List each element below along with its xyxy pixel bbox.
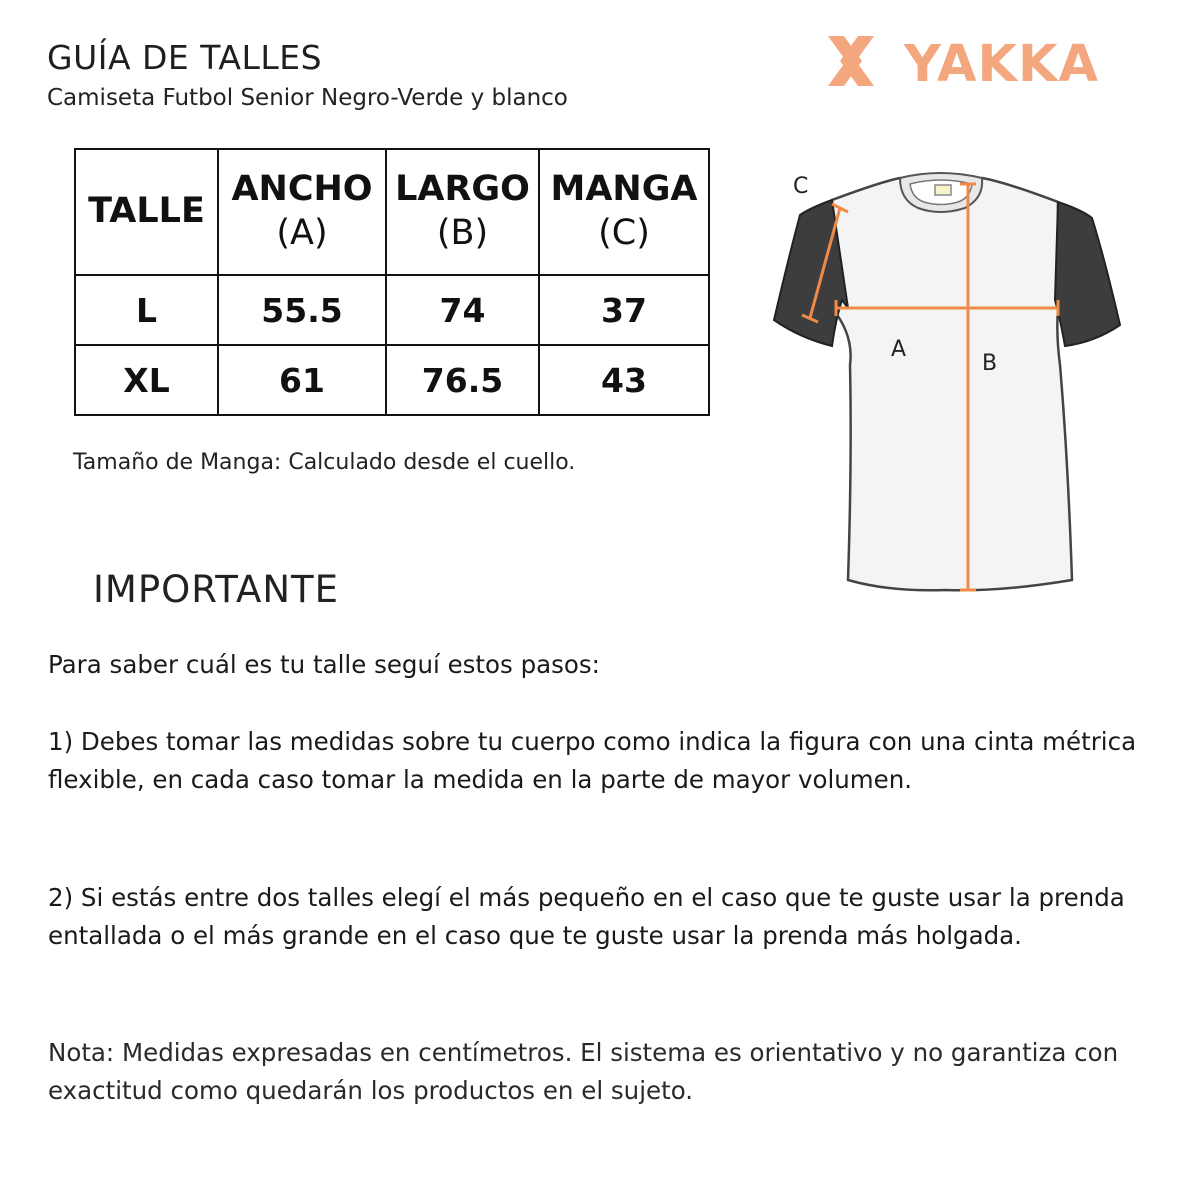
instructions-intro: Para saber cuál es tu talle seguí estos pasos: bbox=[48, 650, 600, 679]
size-table bbox=[74, 148, 710, 416]
size-table-header-row bbox=[75, 149, 709, 275]
sleeve-note: Tamaño de Manga: Calculado desde el cuello. bbox=[73, 450, 576, 475]
cell-ancho: 55.5 bbox=[218, 275, 386, 345]
product-subtitle: Camiseta Futbol Senior Negro-Verde y blanco bbox=[47, 85, 568, 111]
instruction-step-1: 1) Debes tomar las medidas sobre tu cuerpo como indica la figura con una cinta métrica flexible, en cada caso tomar la medida en la parte de mayor volumen. bbox=[48, 727, 1137, 794]
label-c: C bbox=[793, 174, 809, 199]
important-heading: IMPORTANTE bbox=[93, 568, 339, 611]
cell-largo: 74 bbox=[386, 275, 539, 345]
shirt-diagram bbox=[760, 160, 1140, 610]
header-ancho bbox=[218, 149, 386, 275]
cell-size: L bbox=[75, 275, 218, 345]
header-ancho-code: (A) bbox=[276, 213, 328, 253]
yakka-logo bbox=[828, 36, 1123, 86]
header-largo-code: (B) bbox=[436, 213, 489, 253]
cell-ancho: 61 bbox=[218, 345, 386, 415]
header-largo bbox=[386, 149, 539, 275]
header-talle-label: TALLE bbox=[88, 191, 205, 232]
right-sleeve bbox=[1055, 202, 1120, 346]
header-manga-label: MANGA bbox=[550, 169, 698, 210]
instruction-step-2: 2) Si estás entre dos talles elegí el más pequeño en el caso que te guste usar la prenda entallada o el más grande en el caso que te guste usar la prenda más holgada. bbox=[48, 883, 1125, 950]
cell-manga: 37 bbox=[539, 275, 709, 345]
shirt-body bbox=[832, 178, 1072, 590]
measurement-note: Nota: Medidas expresadas en centímetros. El sistema es orientativo y no garantiza con exactitud como quedarán los productos en el sujeto. bbox=[48, 1038, 1119, 1105]
header-ancho-label: ANCHO bbox=[231, 169, 373, 210]
header-largo-label: LARGO bbox=[395, 169, 530, 210]
table-row bbox=[75, 275, 709, 345]
brand-wordmark: YAKKA bbox=[904, 36, 1100, 86]
table-row bbox=[75, 345, 709, 415]
cell-manga: 43 bbox=[539, 345, 709, 415]
neck-tag bbox=[935, 185, 951, 195]
cell-largo: 76.5 bbox=[386, 345, 539, 415]
label-a: A bbox=[891, 337, 907, 362]
header-manga bbox=[539, 149, 709, 275]
cell-size: XL bbox=[75, 345, 218, 415]
page-title: GUÍA DE TALLES bbox=[47, 38, 323, 77]
label-b: B bbox=[982, 351, 998, 376]
header-manga-code: (C) bbox=[598, 213, 650, 253]
header-talle bbox=[75, 149, 218, 275]
